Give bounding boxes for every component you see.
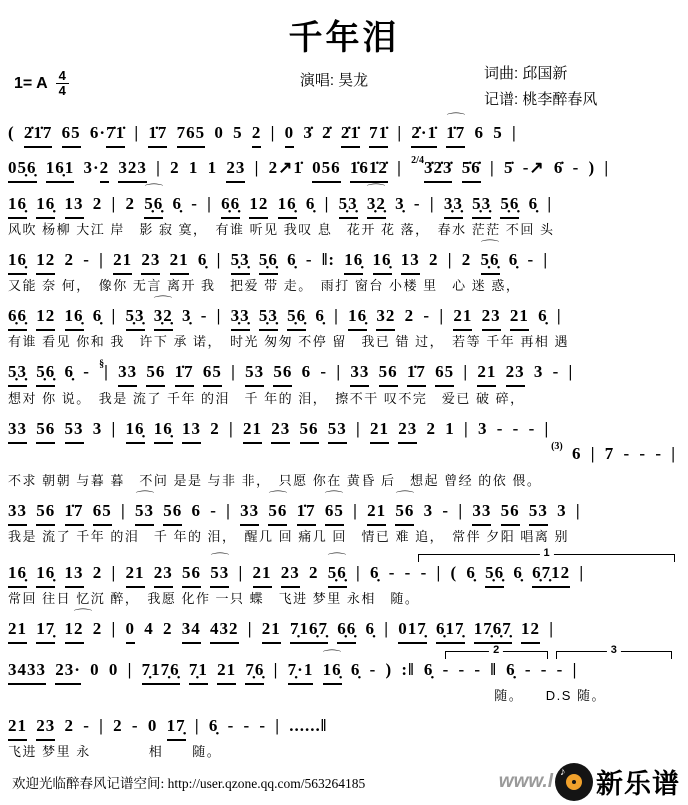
lyrics-line-6: 想对 你 说。 我是 流了 千年 的泪 千 年的 泪， 擦不干 叹不完 爱已 破 碎， <box>8 390 525 406</box>
volta-bracket-1: 1 <box>418 554 675 562</box>
lyricist-credit: 词曲: 邱国新 <box>484 65 568 82</box>
lyrics-line-3: 风吹 杨柳 大江 岸 影 寂 寞， 有谁 听见 我叹 息 花开 花 落， 春水 茫茫 不回 头 <box>8 221 555 237</box>
system-2 <box>8 155 680 184</box>
page-footer <box>0 762 688 801</box>
music-line-3: 16̣ 16̣ 13 2 | 2 ⌒ 5̣6̣ 6̣ - | 6̣6̣ 12 16̣ 6̣ | 5̣3̣ ⌒ 3̣2̣ 3̣ - | 3̣3̣ 5̣3̣ 5̣6̣ 6̣ | <box>8 191 680 219</box>
system-4 <box>8 247 680 296</box>
system-8 <box>8 498 680 547</box>
system-9 <box>8 546 680 609</box>
system-7 <box>8 416 680 491</box>
key-signature <box>14 61 184 99</box>
music-line-12: 21 23 2 - | 2 - 0 17̣ | 6̣ - - - | ......‖ <box>8 713 680 741</box>
lyrics-line-7: 不求 朝朝 与暮 暮 不问 是是 与非 非， 只愿 你在 黄昏 后 想起 曾经 的依 偎。 <box>8 472 542 488</box>
system-10 <box>8 616 680 644</box>
music-note-icon: ♪ <box>560 765 566 778</box>
transcriber-credit: 记谱: 桃李醉春风 <box>484 91 598 109</box>
time-signature-denominator: 4 <box>58 83 66 99</box>
volta-bracket-3: 3 <box>556 651 672 659</box>
music-line-10: 21 17̣ ⌒ 12 2 | 0 4 2 34 432 | 21 7̣16̣7̣ 6̣6̣ 6̣ | 017̣ 6̣17̣ 17̣6̣7̣ 12 | <box>8 616 680 644</box>
music-line-5: 6̣6̣ 12 16̣ 6̣ | 5̣3̣ ⌒ 3̣2̣ 3̣ - | 3̣3̣ 5̣3̣ 5̣6̣ 6̣ | 16̣ 32 2 - | 21 23 21 6̣ | <box>8 303 680 331</box>
key-label: 1= A <box>14 74 48 92</box>
music-line-2: 05̣6̣ 16̣1 3·2 323 | 2 1 1 23 | 2↗1̇ 056 1̇61̇2̇ | $^{2/4}$3̇2̇3̇ 5̇6̇ | 5̇ -↗ 6̇ - ) | <box>8 155 680 184</box>
watermark-url-text: www.l <box>498 770 553 792</box>
lyrics-line-8: 我是 流了 千年 的泪 千 年的 泪， 醒几 回 痛几 回 情已 难 追， 常伴 夕阳 唱离 别 <box>8 528 569 544</box>
song-title: 千年泪 <box>288 20 400 57</box>
music-line-6: 5̣3̣ 5̣6̣ 6̣ - §| 33 56 1̇7 65 | 53 56 6 - | 33 56 1̇7 65 | 21 23 3 - | <box>8 359 680 388</box>
system-5 <box>8 303 680 352</box>
music-line-9: 16̣ 16̣ 13 2 | 21 23 56 ⌒ 53 | 21 23 2 ⌒ 5̣6̣ | 6̣ - - - | ( 6̣ 5̣6̣ 6̣ 6̣7̣12 | <box>8 560 680 588</box>
music-line-1: ( 2̇1̇7 65 6·7̇1̇ | 1̇7 765 0 5 2 | 0 3̇ 2̇ 2̇1̇ 71̇ | 2̇·1̇ ⌒ 1̇7 6 5 | <box>8 120 680 148</box>
system-6 <box>8 359 680 409</box>
watermark-brand-text: 新乐谱 <box>596 769 680 799</box>
volta-bracket-2: 2 <box>445 651 548 659</box>
time-signature-numerator: 4 <box>56 69 69 84</box>
score-body <box>0 114 688 762</box>
lyrics-line-4: 又能 奈 何， 像你 无言 离开 我 把爱 带 走。 雨打 窗台 小楼 里 心 迷 惑， <box>8 277 521 293</box>
system-1 <box>8 120 680 148</box>
music-line-4: 16̣ 12 2 - | 21 23 21 6̣ | 5̣3̣ 5̣6̣ 6̣ - ‖: 16̣ 16̣ 13 2 | 2 ⌒ 5̣6̣ 6̣ - | <box>8 247 680 275</box>
music-line-7: 33 56 53 3 | 16̣ 16̣ 13 2 | 21 23 56 53 | 21 23 2 1 | 3 - - - | <box>8 416 680 444</box>
lyrics-line-9: 常回 往日 忆沉 醉， 我愿 化作 一只 蝶 飞进 梦里 永相 随。 <box>8 590 420 606</box>
system-12 <box>8 713 680 762</box>
watermark <box>499 762 688 801</box>
music-line-8: 33 56 1̇7 65 | ⌒ 53 56 6 - | 33 ⌒ 56 1̇7 ⌒ 65 | 21 ⌒ 56 3 - | 33 56 53 3 | <box>8 498 680 526</box>
music-line-11: 3433 23· 0 0 | 7̣17̣6̣ 7̣1 21 7̣6̣ | 7̣·1 ⌒ 16̣ 6̣ - ) :‖ 6̣ - - - ‖ 6̣ - - - | <box>8 657 680 685</box>
footer-note: 欢迎光临醉春风记谱空间: http://user.qzone.qq.com/563264185 <box>12 775 366 791</box>
lyrics-line-5: 有谁 看见 你和 我 许下 承 诺， 时光 匆匆 不停 留 我已 错 过， 若等 千年 再相 遇 <box>8 333 569 349</box>
music-line-7-continuation: $^{(3)}$ 6 | 7 - - - | <box>551 440 676 463</box>
lyrics-line-11: 随。 D.S 随。 <box>494 687 606 703</box>
vinyl-hole <box>572 780 576 784</box>
system-3 <box>8 191 680 240</box>
singer-credit: 演唱: 昊龙 <box>299 72 369 89</box>
vinyl-record-icon <box>555 763 593 801</box>
header-meta-row <box>0 59 688 114</box>
system-11 <box>8 643 680 706</box>
lyrics-line-12: 飞进 梦里 永 相 随。 <box>8 743 222 759</box>
credits-block <box>484 61 674 114</box>
time-signature <box>56 69 69 99</box>
